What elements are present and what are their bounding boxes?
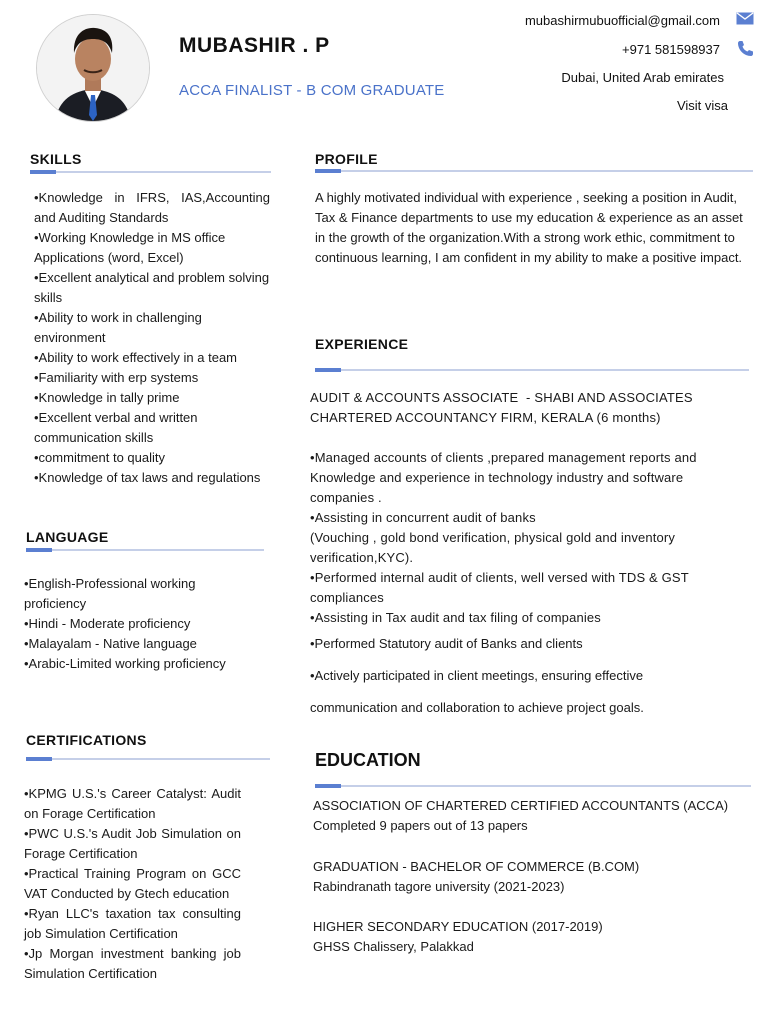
profile-rule	[315, 170, 753, 172]
list-item: •Knowledge in tally prime	[34, 390, 180, 405]
experience-title-line: CHARTERED ACCOUNTANCY FIRM, KERALA (6 months)	[310, 410, 661, 425]
list-item: •Working Knowledge in MS office Applications (word, Excel)	[34, 230, 226, 265]
certifications-rule	[26, 758, 270, 760]
phone-icon	[737, 40, 754, 62]
visa-status: Visit visa	[676, 98, 728, 113]
profile-heading: PROFILE	[315, 151, 378, 167]
education-entry	[313, 857, 753, 897]
experience-rule	[315, 369, 749, 371]
experience-item-meetings: •Actively participated in client meetings, ensuring effective	[310, 668, 644, 683]
list-item: •Knowledge of tax laws and regulations	[34, 470, 261, 485]
education-detail: Rabindranath tagore university (2021-2023)	[313, 879, 565, 894]
experience-title-line: AUDIT & ACCOUNTS ASSOCIATE - SHABI AND ASSOCIATES	[310, 390, 693, 405]
language-list	[24, 574, 234, 674]
profile-photo	[36, 14, 150, 122]
list-item: •Malayalam - Native language	[24, 636, 197, 651]
education-entry	[313, 917, 753, 957]
list-item: •English-Professional working proficiency	[24, 576, 196, 611]
experience-role	[310, 388, 750, 428]
list-item: •Arabic-Limited working proficiency	[24, 656, 226, 671]
list-item: •Assisting in Tax audit and tax filing of companies	[310, 610, 601, 625]
experience-item-statutory: •Performed Statutory audit of Banks and clients	[310, 636, 583, 651]
list-item: •Assisting in concurrent audit of banks	[310, 510, 536, 525]
language-rule	[26, 549, 264, 551]
education-detail: GHSS Chalissery, Palakkad	[313, 939, 474, 954]
skills-list	[34, 188, 270, 488]
candidate-subtitle: ACCA FINALIST - B COM GRADUATE	[179, 82, 445, 99]
list-item: •Excellent verbal and written communication skills	[34, 410, 198, 445]
certifications-heading: CERTIFICATIONS	[26, 732, 147, 748]
list-item: •Ryan LLC's taxation tax consulting job Simulation Certification	[24, 906, 241, 941]
skills-rule	[30, 171, 271, 173]
list-item: •Jp Morgan investment banking job Simulation Certification	[24, 946, 241, 981]
phone-number[interactable]: +971 581598937	[622, 42, 720, 57]
experience-heading: EXPERIENCE	[315, 336, 409, 352]
experience-item-meetings-cont: communication and collaboration to achieve project goals.	[310, 700, 644, 715]
list-item: •Practical Training Program on GCC VAT Conducted by Gtech education	[24, 866, 241, 901]
education-entry	[313, 796, 753, 836]
profile-text: A highly motivated individual with experience , seeking a position in Audit, Tax & Finance departments to use my education & experience as an asset in the growth of the organization.With a strong work ethic, commitment to continuous learning, I am confident in my ability to make a positive impact.	[315, 190, 743, 265]
education-title: HIGHER SECONDARY EDUCATION (2017-2019)	[313, 919, 603, 934]
education-rule	[315, 785, 751, 787]
list-item: •commitment to quality	[34, 450, 165, 465]
envelope-icon	[736, 12, 754, 30]
list-item: •Ability to work effectively in a team	[34, 350, 238, 365]
list-item: •PWC U.S.'s Audit Job Simulation on Forage Certification	[24, 826, 241, 861]
candidate-name: MUBASHIR . P	[179, 34, 330, 57]
list-item: •Performed internal audit of clients, well versed with TDS & GST compliances	[310, 570, 689, 605]
list-item: •Hindi - Moderate proficiency	[24, 616, 191, 631]
list-item: •Familiarity with erp systems	[34, 370, 199, 385]
list-item: •Ability to work in challenging environment	[34, 310, 202, 345]
education-title: GRADUATION - BACHELOR OF COMMERCE (B.COM)	[313, 859, 640, 874]
skills-heading: SKILLS	[30, 151, 82, 167]
list-item: •Knowledge in IFRS, IAS,Accounting and Auditing Standards	[34, 190, 270, 225]
list-item: •KPMG U.S.'s Career Catalyst: Audit on Forage Certification	[24, 786, 241, 821]
education-title: ASSOCIATION OF CHARTERED CERTIFIED ACCOUNTANTS (ACCA)	[313, 798, 729, 813]
list-item: •Excellent analytical and problem solving skills	[34, 270, 270, 305]
language-heading: LANGUAGE	[26, 529, 109, 545]
email-address[interactable]: mubashirmubuofficial@gmail.com	[524, 13, 720, 28]
education-detail: Completed 9 papers out of 13 papers	[313, 818, 528, 833]
list-item: (Vouching , gold bond verification, physical gold and inventory verification,KYC).	[310, 530, 676, 565]
experience-list	[310, 448, 748, 628]
location: Dubai, United Arab emirates	[561, 70, 724, 85]
education-heading: EDUCATION	[315, 750, 421, 770]
list-item: •Managed accounts of clients ,prepared management reports and Knowledge and experience in technology industry and software companies .	[310, 450, 697, 505]
certifications-list	[24, 784, 241, 984]
